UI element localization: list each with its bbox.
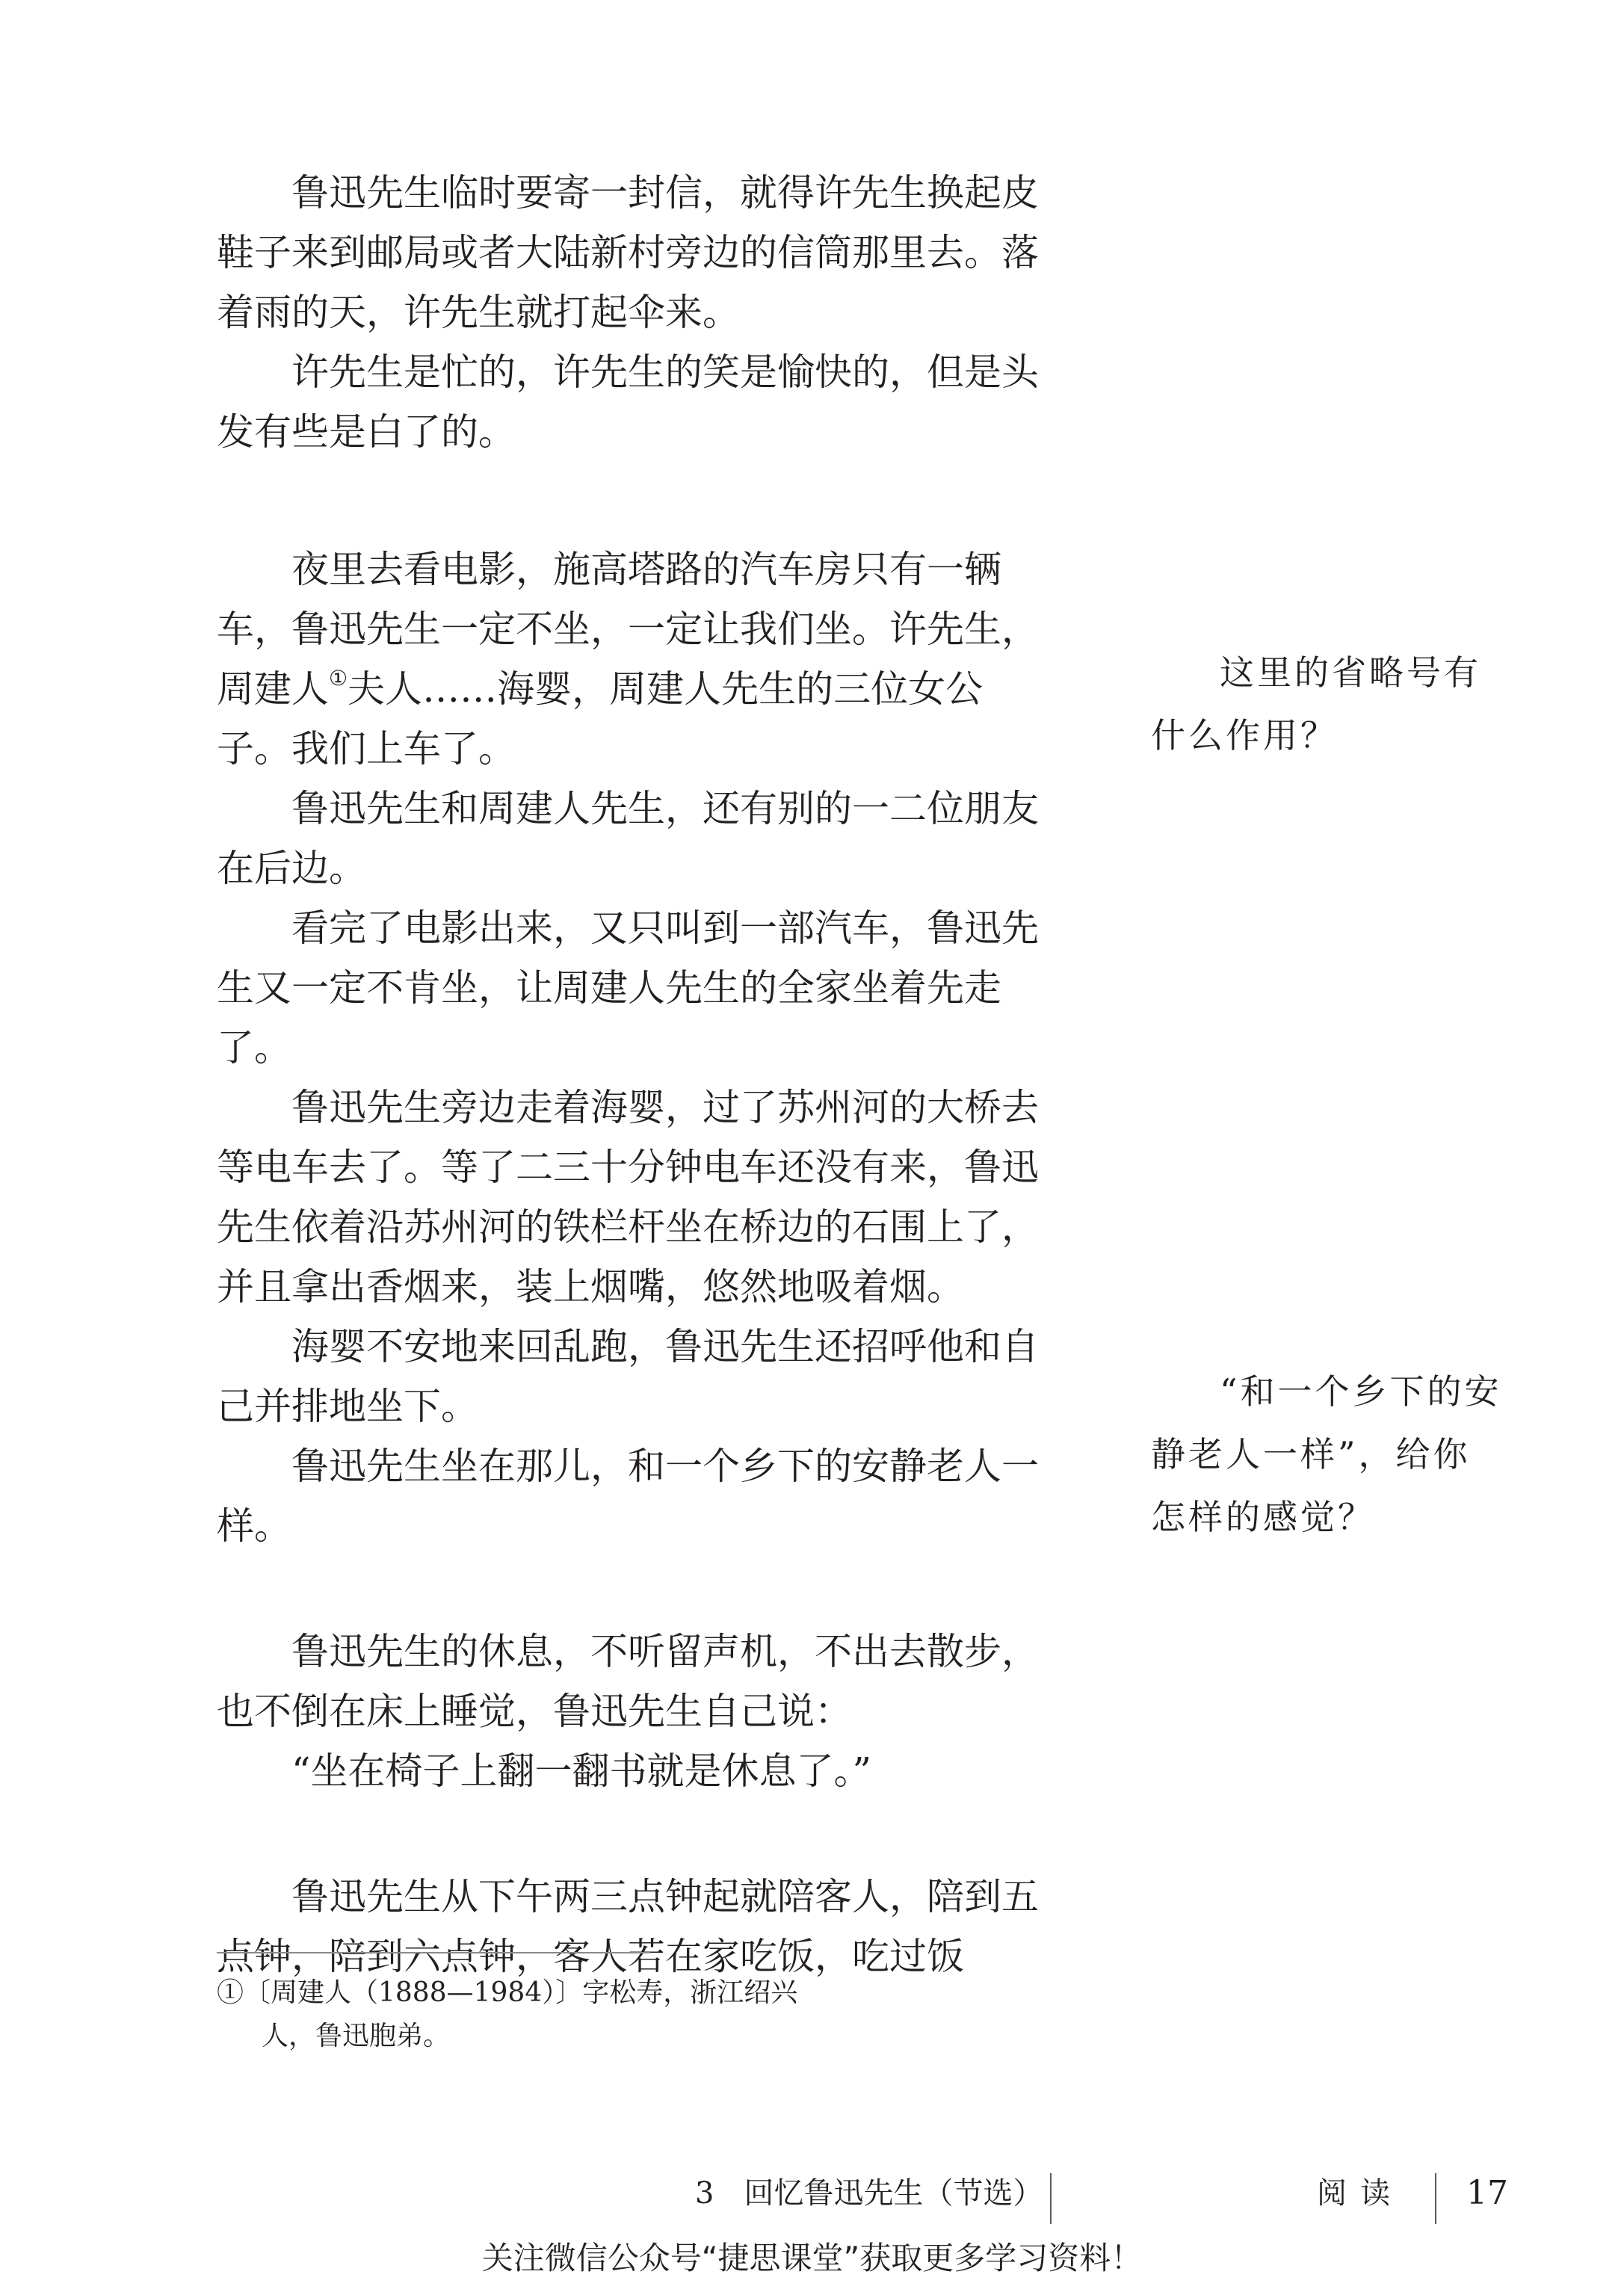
footnote-line: 人，鲁迅胞弟。 — [262, 2021, 451, 2051]
paragraph — [217, 540, 1058, 779]
footnote-divider — [217, 1952, 650, 1953]
section-break — [217, 1556, 1058, 1622]
paragraph: 鲁迅先生坐在那儿，和一个乡下的安静老人一样。 — [217, 1445, 1039, 1548]
footer-section-label: 阅读 — [1317, 2176, 1404, 2211]
main-text — [217, 163, 1058, 1986]
footer-divider — [1435, 2173, 1436, 2224]
paragraph: 鲁迅先生临时要寄一封信，就得许先生换起皮鞋子来到邮局或者大陆新村旁边的信筒那里去。落着雨的天，许先生就打起伞来。 — [217, 171, 1039, 334]
footnote — [217, 1971, 845, 2058]
paragraph: 鲁迅先生从下午两三点钟起就陪客人，陪到五点钟，陪到六点钟，客人若在家吃饭，吃过饭 — [217, 1875, 1039, 1978]
paragraph: 鲁迅先生和周建人先生，还有别的一二位朋友在后边。 — [217, 787, 1039, 890]
paragraph: 鲁迅先生旁边走着海婴，过了苏州河的大桥去等电车去了。等了二三十分钟电车还没有来，鲁迅先生依着沿苏州河的铁栏杆坐在桥边的石围上了，并且拿出香烟来，装上烟嘴，悠然地吸着烟。 — [217, 1086, 1039, 1309]
promo-banner-text: 关注微信公众号“捷思课堂”获取更多学习资料！ — [481, 2240, 1143, 2276]
paragraph: 鲁迅先生的休息，不听留声机，不出去散步，也不倒在床上睡觉，鲁迅先生自己说： — [217, 1630, 1039, 1733]
side-note-question: “和一个乡下的安静老人一样”，给你怎样的感觉？ — [1151, 1371, 1502, 1537]
paragraph: 海婴不安地来回乱跑，鲁迅先生还招呼他和自己并排地坐下。 — [217, 1325, 1039, 1428]
footnote-line: ①〔周建人（1888—1984）〕字松寿，浙江绍兴 — [217, 1977, 798, 2008]
footer-chapter-title: 3 回忆鲁迅先生（节选） — [695, 2176, 1043, 2211]
section-break — [217, 1801, 1058, 1867]
quote-paragraph: “坐在椅子上翻一翻书就是休息了。” — [291, 1749, 872, 1793]
side-note-question: 这里的省略号有什么作用？ — [1151, 652, 1481, 756]
paragraph: 许先生是忙的，许先生的笑是愉快的，但是头发有些是白了的。 — [217, 350, 1039, 454]
paragraph-text: 夜里去看电影，施高塔路的汽车房只有一辆车，鲁迅先生一定不坐，一定让我们坐。许先生， — [217, 548, 1039, 651]
footnote-ref-link[interactable]: ① — [329, 666, 348, 691]
paragraph: 看完了电影出来，又只叫到一部汽车，鲁迅先生又一定不肯坐，让周建人先生的全家坐着先走了。 — [217, 906, 1039, 1069]
paragraph-text: 夫人……海婴，周建人先生的三位女公子。我们上车了。 — [217, 667, 984, 770]
page-number: 17 — [1466, 2174, 1508, 2212]
section-break — [217, 462, 1058, 540]
footer-divider — [1050, 2173, 1052, 2224]
person-name: 周建人 — [217, 667, 329, 711]
